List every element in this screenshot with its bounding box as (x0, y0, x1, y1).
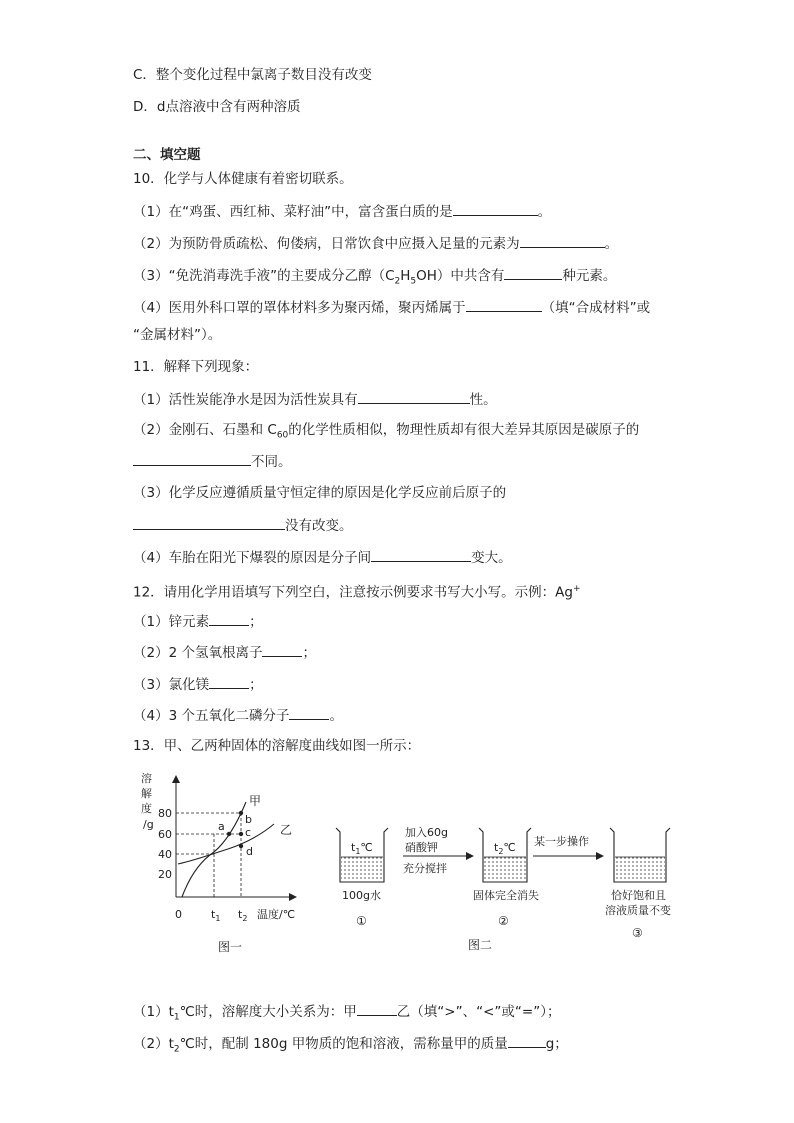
text: （4）车胎在阳光下爆裂的原因是分子间 (133, 550, 372, 566)
q11-part3: （3）化学反应遵循质量守恒定律的原因是化学反应前后原子的 (133, 485, 507, 501)
q12-part2 (133, 643, 316, 662)
q10-part3 (133, 266, 616, 291)
answer-blank[interactable] (520, 234, 605, 248)
text: 乙（填“>”、“<”或“=”）； (396, 1004, 561, 1020)
ylabel-char: 度 (141, 802, 152, 815)
ylabel-char: 解 (141, 787, 152, 800)
text: 不同。 (251, 454, 292, 470)
text: 种元素。 (562, 268, 617, 284)
question-10: 10．化学与人体健康有着密切联系。 (133, 171, 353, 187)
curve-jia-label: 甲 (249, 794, 262, 808)
point-label-a: a (218, 820, 225, 833)
q11-part3-cont (133, 516, 353, 535)
option-d: D．d点溶液中含有两种溶质 (133, 99, 301, 115)
curve-yi (178, 824, 274, 864)
q11-part2 (133, 421, 639, 445)
q12-part3 (133, 675, 263, 694)
subscript: 2 (173, 1044, 180, 1055)
arrow-1-top1: 加入60g (405, 826, 448, 839)
subscript: 60 (276, 430, 289, 441)
q10-part2 (133, 234, 618, 253)
text: （1）在“鸡蛋、西红柿、菜籽油”中，富含蛋白质的是 (133, 204, 453, 220)
answer-blank[interactable] (289, 706, 329, 720)
beaker-3-liquid (615, 857, 665, 881)
text: 没有改变。 (285, 518, 353, 534)
text: ； (249, 677, 263, 693)
text: （2）为预防骨质疏松、佝偻病，日常饮食中应摄入足量的元素为 (133, 236, 520, 252)
q10-part1 (133, 202, 551, 221)
beaker-2-number: ② (498, 914, 509, 928)
beaker-3 (610, 828, 670, 882)
text: ℃时，溶解度大小关系为：甲 (179, 1004, 357, 1020)
beaker-diagram (336, 825, 671, 952)
text: 。 (537, 204, 552, 220)
point-c (239, 832, 243, 836)
point-d (239, 844, 243, 848)
ytick-label: 80 (158, 807, 172, 820)
figure1-caption: 图一 (218, 940, 243, 954)
text: ； (249, 614, 263, 630)
beaker-2-temp: $t_2℃$ (494, 841, 516, 856)
beaker-1-label: 100g水 (342, 889, 381, 902)
text: （4）3 个五氧化二磷分子 (133, 708, 290, 724)
superscript: + (572, 584, 581, 594)
q11-part4 (133, 548, 512, 567)
text: 的化学性质相似，物理性质却有很大差异其原因是碳原子的 (288, 422, 640, 438)
arrow-2-top: 某一步操作 (534, 835, 589, 848)
q10-part4-cont: “金属材料”）。 (133, 327, 222, 343)
ytick-label: 20 (158, 868, 172, 881)
solubility-chart (141, 771, 296, 954)
xtick-t1: $t_1$ (211, 908, 221, 923)
text: （1）活性炭能净水是因为活性炭具有 (133, 392, 358, 408)
curve-yi-label: 乙 (280, 823, 293, 837)
answer-blank[interactable] (133, 516, 285, 530)
q11-part2-cont (133, 452, 292, 471)
text: （2）t (133, 1036, 174, 1052)
question-13: 13．甲、乙两种固体的溶解度曲线如图一所示： (133, 738, 421, 754)
text: （2）2 个氢氧根离子 (133, 645, 263, 661)
answer-blank[interactable] (133, 452, 251, 466)
text: 。 (604, 236, 619, 252)
arrow-1-bottom: 充分搅拌 (403, 862, 447, 875)
text: H (400, 268, 411, 284)
beaker-1-number: ① (356, 914, 367, 928)
q13-part2 (133, 1034, 568, 1059)
ylabel-char: 溶 (141, 772, 152, 785)
text: OH）中共含有 (416, 268, 505, 284)
text: （2）金刚石、石墨和 C (133, 422, 277, 438)
beaker-3-label1: 恰好饱和且 (611, 889, 666, 902)
beaker-2-liquid (484, 857, 526, 881)
figure2-caption: 图二 (468, 938, 493, 952)
q13-part1 (133, 1002, 560, 1027)
q12-part4 (133, 706, 343, 725)
text: （4）医用外科口罩的罩体材料多为聚丙烯，聚丙烯属于 (133, 300, 466, 316)
answer-blank[interactable] (453, 202, 538, 216)
ytick-label: 60 (158, 828, 172, 841)
beaker-2-label: 固体完全消失 (473, 889, 539, 902)
point-a (227, 832, 231, 836)
answer-blank[interactable] (209, 675, 249, 689)
beaker-1-temp: $t_1℃$ (351, 841, 373, 856)
beaker-3-number: ③ (632, 926, 643, 940)
q10-part4 (133, 298, 650, 317)
answer-blank[interactable] (466, 298, 542, 312)
answer-blank[interactable] (371, 548, 471, 562)
text: 性。 (469, 392, 497, 408)
answer-blank[interactable] (209, 612, 249, 626)
origin-label: 0 (175, 908, 182, 921)
xtick-t2: $t_2$ (238, 908, 248, 923)
text: 。 (329, 708, 343, 724)
text: （1）t (133, 1004, 174, 1020)
point-label-b: b (245, 813, 252, 826)
answer-blank[interactable] (508, 1034, 546, 1048)
q12-part1 (133, 612, 263, 631)
beaker-1 (336, 828, 388, 882)
answer-blank[interactable] (358, 390, 470, 404)
text: 12．请用化学用语填写下列空白，注意按示例要求书写大小写。示例：Ag (133, 584, 573, 601)
point-label-d: d (246, 845, 253, 858)
point-b (239, 811, 243, 815)
option-c: C．整个变化过程中氯离子数目没有改变 (133, 67, 372, 83)
text: （1）锌元素 (133, 614, 210, 630)
beaker-2 (479, 828, 531, 882)
subscript: 2 (394, 276, 401, 287)
point-label-c: c (245, 826, 252, 839)
question-12 (133, 580, 581, 602)
q11-part1 (133, 390, 497, 409)
subscript: 5 (410, 276, 417, 287)
answer-blank[interactable] (262, 643, 302, 657)
text: （3）氯化镁 (133, 677, 210, 693)
ytick-label: 40 (158, 848, 172, 861)
text: g； (545, 1036, 568, 1052)
text: （填“合成材料”或 (541, 300, 651, 316)
curve-jia (182, 802, 246, 897)
xlabel: 温度/℃ (257, 908, 296, 921)
answer-blank[interactable] (504, 266, 562, 280)
answer-blank[interactable] (357, 1002, 397, 1016)
text: （3）“免洗消毒洗手液”的主要成分乙醇（C (133, 268, 395, 284)
text: ； (302, 645, 316, 661)
subscript: 1 (173, 1012, 180, 1023)
question-11: 11．解释下列现象： (133, 359, 259, 375)
text: ℃时，配制 180g 甲物质的饱和溶液，需称量甲的质量 (179, 1036, 508, 1052)
section-heading: 二、填空题 (133, 147, 201, 163)
beaker-3-label2: 溶液质量不变 (605, 904, 671, 917)
ylabel-char: /g (143, 818, 154, 831)
arrow-1-top2: 硝酸钾 (405, 841, 438, 854)
beaker-1-liquid (341, 857, 383, 881)
text: 变大。 (471, 550, 512, 566)
